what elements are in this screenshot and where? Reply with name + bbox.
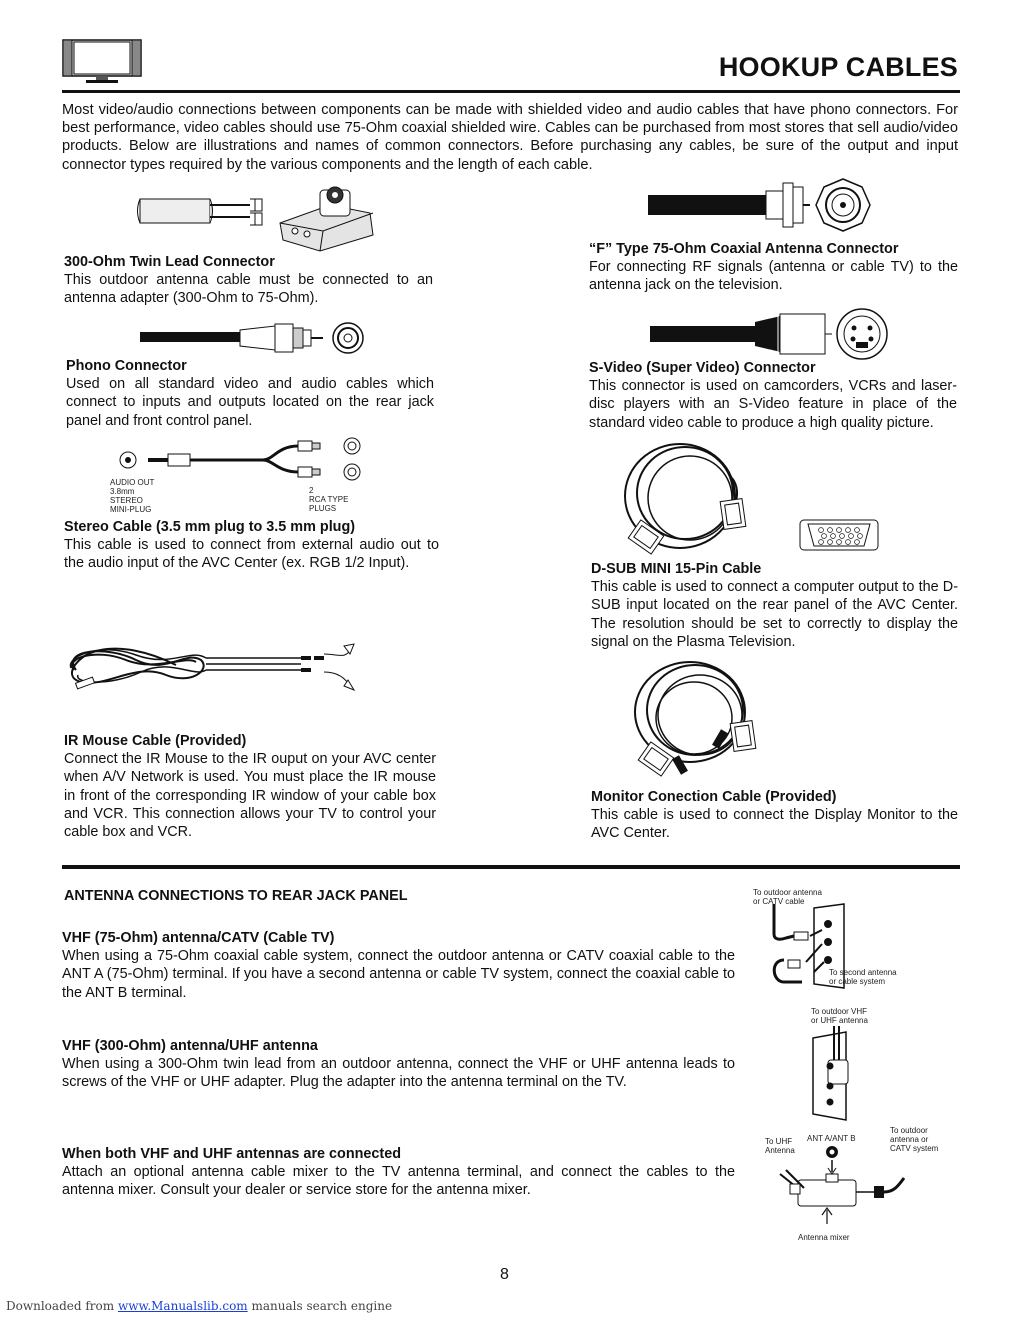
f-type-title: “F” Type 75-Ohm Coaxial Antenna Connector	[589, 241, 899, 257]
antenna-mixer-diagram	[770, 1144, 920, 1232]
dsub-cable-illustration	[622, 438, 882, 558]
ir-mouse-section	[64, 732, 436, 841]
dsub-section	[591, 560, 958, 651]
both-antennas-section	[62, 1145, 735, 1200]
both-antennas-title: When both VHF and UHF antennas are connected	[62, 1146, 402, 1162]
label-antenna-mixer: Antenna mixer	[798, 1233, 850, 1242]
footer-prefix: Downloaded from	[6, 1299, 118, 1313]
ir-mouse-cable-illustration	[66, 640, 361, 695]
f-type-connector-illustration	[648, 175, 878, 237]
twin-lead-text: This outdoor antenna cable must be connected to an antenna adapter (300-Ohm to 75-Ohm).	[64, 272, 433, 307]
f-type-section	[589, 240, 958, 295]
stereo-section	[64, 518, 439, 573]
vhf75-section	[62, 929, 735, 1002]
phono-text: Used on all standard video and audio cables which connect to inputs and outputs located on the rear jack panel and front control panel.	[66, 376, 434, 429]
antenna-300ohm-diagram	[808, 1026, 858, 1122]
svideo-text: This connector is used on camcorders, VCRs and laser-disc players with an S-Video feature in place of the standard video cable to produce a high quality picture.	[589, 378, 957, 431]
monitor-text: This cable is used to connect the Display Monitor to the AVC Center.	[591, 807, 958, 842]
dsub-title: D-SUB MINI 15-Pin Cable	[591, 561, 762, 577]
dsub-text: This cable is used to connect a computer output to the D-SUB input located on the rear panel of the AVC Center. The resolution should be set to correctly to display the signal on the Plasma Television.	[591, 579, 958, 650]
stereo-cable-illustration	[118, 438, 368, 480]
monitor-cable-illustration	[632, 660, 762, 780]
label-ant-ab: ANT A/ANT B	[807, 1134, 856, 1143]
svideo-section	[589, 359, 957, 432]
twin-lead-connector-illustration	[135, 185, 385, 255]
page-title: HOOKUP CABLES	[718, 52, 958, 82]
tv-icon	[62, 38, 142, 84]
svideo-title: S-Video (Super Video) Connector	[589, 360, 816, 376]
ir-mouse-title: IR Mouse Cable (Provided)	[64, 733, 247, 749]
twin-lead-title: 300-Ohm Twin Lead Connector	[64, 254, 275, 270]
twin-lead-section	[64, 253, 433, 308]
stereo-right-label: 2 RCA TYPE PLUGS	[309, 486, 349, 513]
antenna-heading: ANTENNA CONNECTIONS TO REAR JACK PANEL	[64, 888, 408, 904]
stereo-text: This cable is used to connect from external audio out to the audio input of the AVC Center (ex. RGB 1/2 Input).	[64, 537, 439, 572]
label-outdoor-vhf-uhf: To outdoor VHF or UHF antenna	[811, 1007, 868, 1025]
ir-mouse-text: Connect the IR Mouse to the IR ouput on your AVC center when A/V Network is used. You must place the IR mouse in front of the corresponding IR window of your cable box and VCR. This connection allows your TV to control your cable box and VCR.	[64, 751, 436, 841]
vhf300-text: When using a 300-Ohm twin lead from an outdoor antenna, connect the VHF or UHF antenna leads to screws of the VHF or UHF adapter. Plug the adapter into the antenna terminal on the TV.	[62, 1056, 735, 1091]
manualslib-link[interactable]: www.Manualslib.com	[117, 1299, 248, 1313]
vhf300-section	[62, 1037, 735, 1092]
svideo-connector-illustration	[650, 308, 890, 362]
section-rule	[62, 865, 960, 869]
vhf300-title: VHF (300-Ohm) antenna/UHF antenna	[62, 1038, 318, 1054]
stereo-title: Stereo Cable (3.5 mm plug to 3.5 mm plug)	[64, 519, 356, 535]
label-second-antenna: To second antenna or cable system	[829, 968, 897, 986]
download-footer	[6, 1299, 392, 1313]
monitor-title: Monitor Conection Cable (Provided)	[591, 789, 837, 805]
stereo-left-label: AUDIO OUT 3.8mm STEREO MINI-PLUG	[110, 478, 155, 514]
monitor-section	[591, 788, 958, 843]
phono-title: Phono Connector	[66, 358, 187, 374]
both-antennas-text: Attach an optional antenna cable mixer to the TV antenna terminal, and connect the cables to the antenna mixer. Consult your dealer or service store for the antenna mixer.	[62, 1164, 735, 1199]
f-type-text: For connecting RF signals (antenna or cable TV) to the antenna jack on the television.	[589, 259, 958, 294]
phono-section	[66, 357, 434, 430]
page-number: 8	[500, 1266, 509, 1283]
header-rule	[62, 90, 960, 93]
vhf75-title: VHF (75-Ohm) antenna/CATV (Cable TV)	[62, 930, 335, 946]
label-to-uhf: To UHF Antenna	[765, 1137, 795, 1155]
footer-suffix: manuals search engine	[247, 1299, 393, 1313]
label-to-outdoor-catv: To outdoor antenna or CATV system	[890, 1126, 939, 1153]
vhf75-text: When using a 75-Ohm coaxial cable system, connect the outdoor antenna or CATV coaxial cable to the ANT A (75-Ohm) terminal. If you have a second antenna or cable TV system, connect the coaxial cable to the ANT B terminal.	[62, 948, 735, 1001]
label-outdoor-catv: To outdoor antenna or CATV cable	[753, 888, 822, 906]
intro-paragraph: Most video/audio connections between components can be made with shielded video and audio cables that have phono connectors. For best performance, video cables should use 75-Ohm coaxial shielded wire. Cables can be purchased from most stores that sell audio/video products. Below are illustrations and names of common connectors. Before purchasing any cables, be sure of the output and input connector types required by the various components and the length of each cable.	[62, 102, 958, 173]
